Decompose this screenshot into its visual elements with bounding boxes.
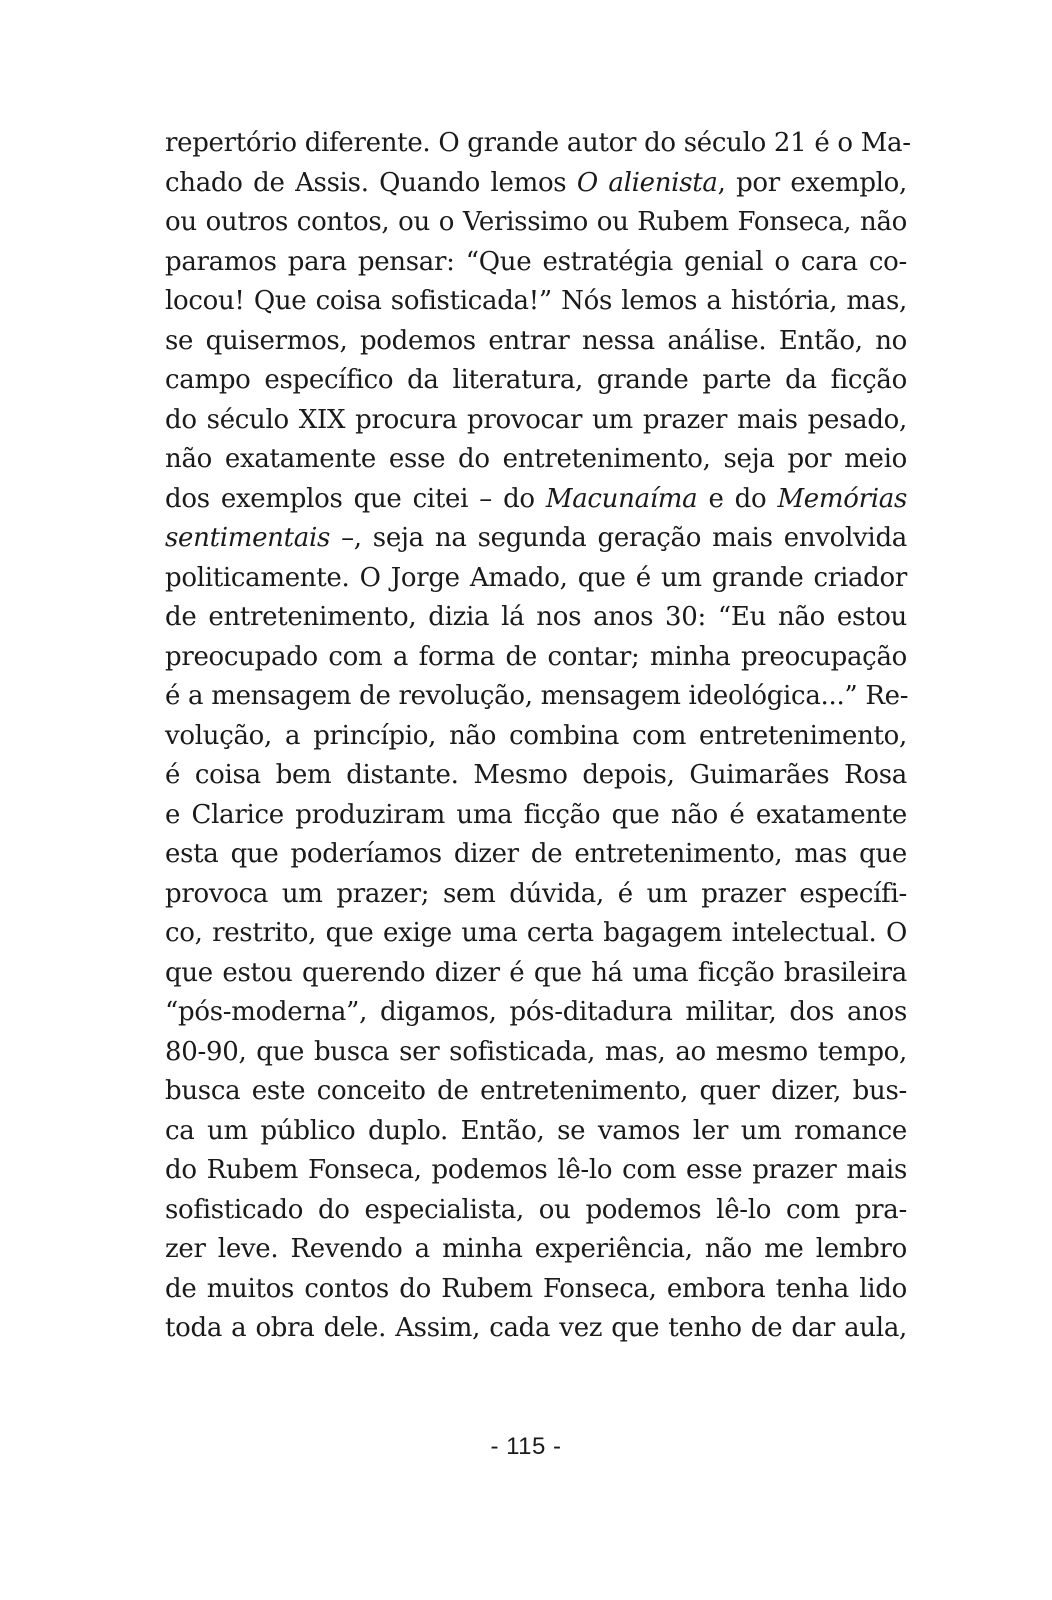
text-line: “pós-moderna”, digamos, pós-ditadura militar, dos anos <box>165 997 907 1027</box>
page-number: - 115 - <box>490 1433 562 1460</box>
text-line: preocupado com a forma de contar; minha preocupação <box>165 641 907 672</box>
text-line: se quisermos, podemos entrar nessa análise. Então, no <box>165 325 907 356</box>
text-line: volução, a princípio, não combina com entretenimento, <box>165 720 907 751</box>
text-line: sofisticado do especialista, ou podemos lê-lo com pra- <box>165 1194 907 1225</box>
text-line: dos exemplos que citei – do Macunaíma e do Memórias <box>165 483 907 514</box>
italic-title: O alienista <box>576 167 718 198</box>
text-line: busca este conceito de entretenimento, quer dizer, bus- <box>165 1076 907 1106</box>
body-text <box>165 124 911 1349</box>
text-line: zer leve. Revendo a minha experiência, não me lembro <box>165 1234 907 1264</box>
text-line: ca um público duplo. Então, se vamos ler um romance <box>165 1115 907 1146</box>
text-line: e Clarice produziram uma ficção que não é exatamente <box>165 799 907 830</box>
italic-title: Memórias <box>777 483 907 514</box>
text-line: não exatamente esse do entretenimento, seja por meio <box>165 444 907 474</box>
text-line: que estou querendo dizer é que há uma ficção brasileira <box>165 957 907 988</box>
text-line: esta que poderíamos dizer de entretenimento, mas que <box>165 839 907 869</box>
italic-title: sentimentais <box>165 523 331 553</box>
text-line: locou! Que coisa sofisticada!” Nós lemos a história, mas, <box>165 286 907 316</box>
text-line: é coisa bem distante. Mesmo depois, Guimarães Rosa <box>165 760 907 790</box>
text-line: provoca um prazer; sem dúvida, é um prazer específi- <box>165 878 907 909</box>
text-line: repertório diferente. O grande autor do século 21 é o Ma- <box>165 128 911 158</box>
text-line: chado de Assis. Quando lemos O alienista, por exemplo, <box>165 167 907 198</box>
text-line: sentimentais –, seja na segunda geração mais envolvida <box>165 523 907 553</box>
text-line: co, restrito, que exige uma certa bagagem intelectual. O <box>165 918 907 948</box>
text-line: toda a obra dele. Assim, cada vez que tenho de dar aula, <box>165 1313 907 1343</box>
text-line: de muitos contos do Rubem Fonseca, embora tenha lido <box>165 1273 907 1304</box>
text-line: do século XIX procura provocar um prazer mais pesado, <box>165 404 907 435</box>
text-line: de entretenimento, dizia lá nos anos 30: “Eu não estou <box>165 602 907 632</box>
text-line: campo específico da literatura, grande parte da ficção <box>165 365 907 395</box>
text-line: é a mensagem de revolução, mensagem ideológica...” Re- <box>165 681 909 711</box>
text-line: politicamente. O Jorge Amado, que é um grande criador <box>165 562 907 593</box>
text-line: ou outros contos, ou o Verissimo ou Rubem Fonseca, não <box>165 207 907 237</box>
text-line: paramos para pensar: “Que estratégia genial o cara co- <box>165 246 907 277</box>
text-line: 80-90, que busca ser sofisticada, mas, ao mesmo tempo, <box>165 1036 907 1067</box>
text-line: do Rubem Fonseca, podemos lê-lo com esse prazer mais <box>165 1155 907 1185</box>
italic-title: Macunaíma <box>545 483 698 514</box>
